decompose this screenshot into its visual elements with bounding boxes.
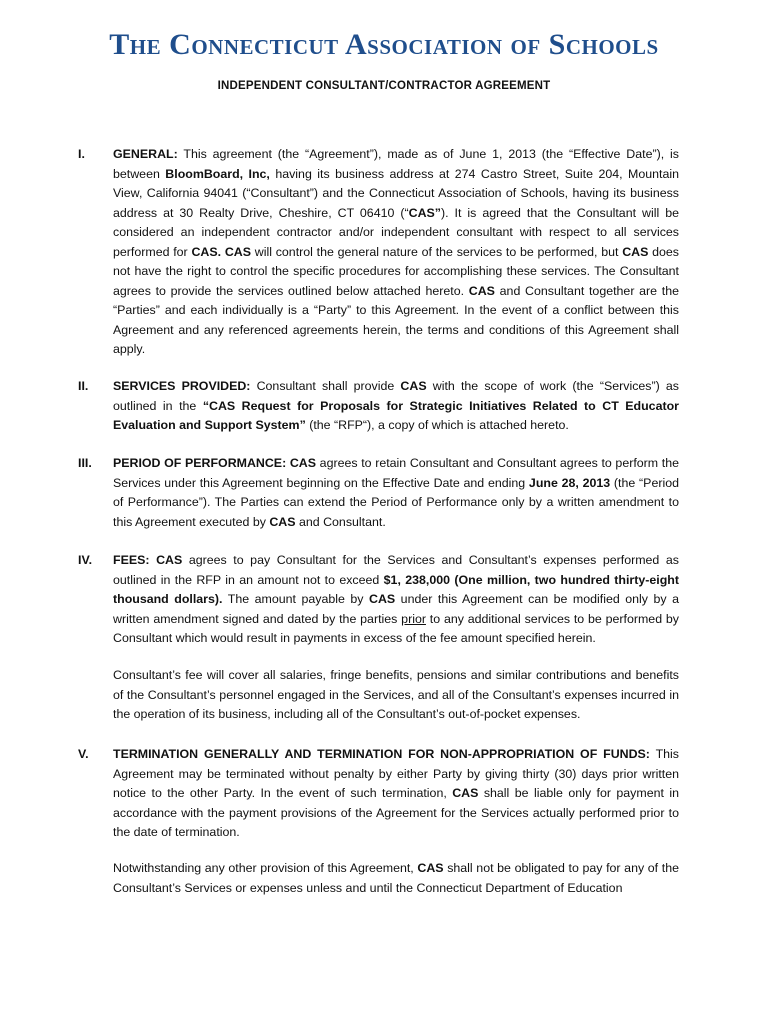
text-run-bold: CAS xyxy=(224,244,251,259)
text-run: agrees to retain Consultant and Consultant agrees to perform the Services under this Agreement beginning on the Effective Date and ending xyxy=(113,456,679,490)
text-run: shall be liable only for payment in accordance with the payment provisions of the Agreement for the Services actually performed prior to the date of termination. xyxy=(113,786,679,839)
text-run: The amount payable by xyxy=(222,592,369,606)
text-run: Notwithstanding any other provision of this Agreement, xyxy=(113,861,418,875)
section-number: II. xyxy=(78,379,89,393)
text-run-bold: CAS xyxy=(400,379,427,393)
section-text xyxy=(113,745,679,843)
text-run-underlined: prior xyxy=(401,611,426,626)
section-text xyxy=(113,551,679,649)
text-run: (the “RFP“), a copy of which is attached hereto. xyxy=(305,418,569,432)
section-heading: SERVICES PROVIDED: xyxy=(113,379,251,393)
text-run-bold: CAS xyxy=(417,861,444,875)
text-run-bold: CAS xyxy=(156,553,183,567)
text-run-bold: CAS xyxy=(269,514,296,529)
section-heading: PERIOD OF PERFORMANCE: xyxy=(113,456,287,470)
termination-second-paragraph xyxy=(113,859,679,898)
section-text xyxy=(113,377,679,436)
text-run-bold: June 28, 2013 xyxy=(528,475,611,490)
text-run-bold: CAS. xyxy=(191,244,222,259)
text-run: ). It is agreed that the Consultant will be considered an independent contractor and/or independent consultant with respect to all services performed for xyxy=(113,205,679,259)
section-number: V. xyxy=(78,747,89,761)
section-number: I. xyxy=(78,147,85,161)
text-run: to any additional services to be performed by Consultant which would result in payments in excess of the fee amount specified herein. xyxy=(113,611,679,645)
text-run: (the “Period of Performance”). The Parties can extend the Period of Performance only by a written amendment to this Agreement executed by xyxy=(113,475,679,529)
text-run: does not have the right to control the specific procedures for accomplishing these services. The Consultant agrees to provide the services outlined below attached hereto. xyxy=(113,244,679,298)
text-run: under this Agreement can be modified only by a written amendment signed and dated by the parties xyxy=(113,592,680,626)
text-run-bold: CAS xyxy=(289,456,317,470)
text-run: This Agreement may be terminated without penalty by either Party by giving thirty (30) days prior written notice to the other Party. In the event of such termination, xyxy=(113,747,679,800)
text-run-bold: CAS” xyxy=(408,205,441,220)
text-run: and Consultant together are the “Parties” and each individually is a “Party” to this Agreement. In the event of a conflict between this Agreement and any referenced agreements herein, the terms and conditions of this Agreement shall apply. xyxy=(113,283,679,356)
text-run: and Consultant. xyxy=(295,514,386,529)
fees-second-paragraph: Consultant’s fee will cover all salaries, fringe benefits, pensions and similar contributions and benefits of the Consultant’s personnel engaged in the Services, and all of the Consultant’s expenses incurred in the operation of its business, including all of the Consultant’s out-of-pocket expenses. xyxy=(113,668,679,721)
text-run: having its business address at 274 Castro Street, Suite 204, Mountain View, California 94041 (“Consultant”) and the Connecticut Association of Schools, having its business address at 30 Realty Drive, Cheshire, CT 06410 (“ xyxy=(113,166,679,220)
text-run-bold: BloomBoard, Inc, xyxy=(165,166,270,181)
text-run: shall not be obligated to pay for any of the Consultant’s Services or expenses unless and until the Connecticut Department of Education xyxy=(113,861,679,895)
section-text xyxy=(113,145,679,360)
section-number: IV. xyxy=(78,553,93,567)
text-run: agrees to pay Consultant for the Services and Consultant’s expenses performed as outlined in the RFP in an amount not to exceed xyxy=(113,553,679,587)
section-text xyxy=(113,454,679,532)
section-heading: FEES: xyxy=(113,553,150,567)
text-run-bold: $1, 238,000 (One million, two hundred thirty-eight thousand dollars). xyxy=(113,572,679,606)
text-run: Consultant shall provide xyxy=(250,379,401,393)
text-run-bold: CAS xyxy=(452,786,479,800)
text-run: This agreement (the “Agreement”), made as of June 1, 2013 (the “Effective Date”), is between xyxy=(113,147,679,181)
organization-letterhead: The Connecticut Association of Schools xyxy=(109,28,659,61)
document-title: INDEPENDENT CONSULTANT/CONTRACTOR AGREEMENT xyxy=(217,80,551,92)
text-run-bold: “CAS Request for Proposals for Strategic Initiatives Related to CT Educator Evaluation and Support System” xyxy=(113,398,679,432)
text-run-bold: CAS xyxy=(622,244,649,259)
section-heading: GENERAL: xyxy=(113,147,178,161)
text-run: will control the general nature of the services to be performed, but xyxy=(251,244,623,259)
section-number: III. xyxy=(78,456,92,470)
text-run: with the scope of work (the “Services”) as outlined in the xyxy=(113,379,679,413)
text-run-bold: CAS xyxy=(468,283,495,298)
text-run-bold: CAS xyxy=(369,592,396,606)
section-heading: TERMINATION GENERALLY AND TERMINATION FOR NON-APPROPRIATION OF FUNDS: xyxy=(113,747,650,761)
